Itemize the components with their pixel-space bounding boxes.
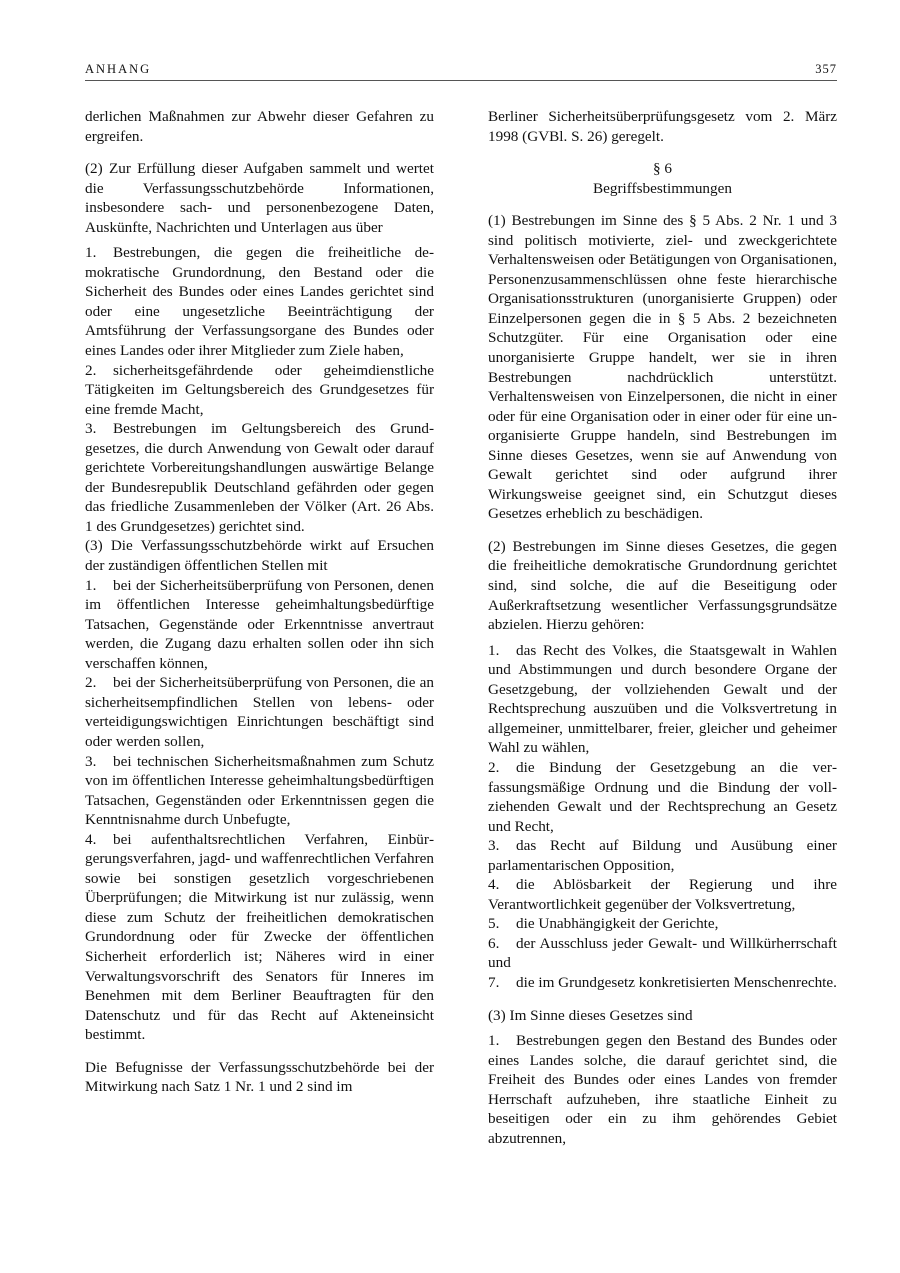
list-item-number: 2. (488, 758, 500, 776)
paragraph-3-intro: (3) Die Verfassungsschutzbehörde wirkt auf Ersuchen der zuständigen öffentlichen Stellen mit (85, 537, 434, 575)
list-item-number: 3. (488, 837, 500, 855)
list-item-text: die Ablösbarkeit der Regierung und ihre Verantwortlichkeit gegenüber der Volksvertretung, (488, 876, 837, 913)
list-item-text: bei der Sicherheitsüberprüfung von Personen, denen im öffentlichen Interesse geheimhaltungsbedürftige Tatsachen, Gegenstände oder Erkenntnisse anvertraut werden, die Zugang dazu erhalten sollen oder ihn sich verschaffen können, (85, 576, 434, 672)
list-item (488, 934, 837, 973)
paragraph-2-intro: (2) Bestrebungen im Sinne dieses Gesetzes, die gegen die freiheitliche demokratische Grundordnung gerichtet sind, sind solche, die auf die Beseitigung oder Außerkraftsetzung wesentlicher Verfassungsgrundsätze abzielen. Hierzu gehören: (488, 537, 837, 634)
paragraph-continuation: derlichen Maßnahmen zur Abwehr dieser Gefahren zu ergreifen. (85, 108, 434, 145)
list-item-number: 6. (488, 934, 500, 952)
paragraph-3-intro: (3) Im Sinne dieses Gesetzes sind (488, 1006, 693, 1024)
list-item-number: 2. (85, 361, 97, 379)
list-item-text: das Recht auf Bildung und Ausübung einer parlamentarischen Opposition, (488, 837, 837, 874)
list-item-text: bei aufenthaltsrechtlichen Verfahren, Einbürgerungsverfahren, jagd- und waffenrechtlichen Verfahren sowie bei sonstigen gesetzlich vorgeschriebenen Überprüfungen; die Mitwirkung ist nur zulässig, wenn diese zum Schutz der freiheitlichen demokratischen Grundordnung oder für Zwecke der öffentlichen Sicherheit erforderlich ist; Näheres wird in einer Verwaltungsvorschrift des Senators für Inneres im Benehmen mit dem Berliner Beauftragten für den Datenschutz und für das Recht auf Akteneinsicht bestimmt. (85, 830, 434, 1044)
list-item-text: die Bindung der Gesetzgebung an die verfassungsmäßige Ordnung und die Bindung der vollziehenden Gewalt und der Rechtsprechung an Gesetz und Recht, (488, 758, 837, 835)
list-item (488, 641, 837, 758)
list-item (85, 576, 434, 674)
list-item (85, 419, 434, 536)
section-title: Begriffsbestimmungen (593, 179, 732, 197)
list-item-number: 4. (488, 876, 500, 894)
left-column (85, 107, 434, 1097)
paragraph-final: Die Befugnisse der Verfassungsschutzbehörde bei der Mitwirkung nach Satz 1 Nr. 1 und 2 sind im (85, 1058, 434, 1096)
list-item-number: 3. (85, 752, 97, 770)
right-column (488, 107, 837, 1148)
list-item (85, 361, 434, 420)
list-item-text: sicherheitsgefährdende oder geheimdienstliche Tätigkeiten im Geltungsbereich des Grundgesetzes für eine fremde Macht, (85, 361, 434, 418)
list-item (85, 673, 434, 751)
list-item-text: die im Grundgesetz konkretisierten Menschenrechte. (516, 973, 837, 991)
list-item-text: bei der Sicherheitsüberprüfung von Personen, die an sicherheitsempfindlichen Stellen von lebens- oder verteidigungswichtigen Einrichtungen beschäftigt sind oder werden sollen, (85, 674, 434, 750)
paragraph-2-intro: (2) Zur Erfüllung dieser Aufgaben sammelt und wertet die Verfassungsschutzbehörde Informationen, insbesondere sach- und personenbezogene Daten, Auskünfte, Nachrichten und Unterlagen aus über (85, 160, 434, 236)
list-item-number: 7. (488, 973, 500, 991)
list-item (488, 1031, 837, 1148)
section-number: § 6 (653, 160, 672, 178)
list-item-number: 1. (85, 576, 97, 594)
list-item-text: Bestrebungen gegen den Bestand des Bundes oder eines Landes solche, die darauf gerichtet sind, die Freiheit des Bundes oder eines Landes von fremder Herrschaft aufzuheben, ihre staatliche Einheit zu beseitigen oder ein zu ihm gehörendes Gebiet abzutrennen, (488, 1032, 837, 1147)
list-item-number: 3. (85, 420, 97, 438)
list-item (488, 973, 837, 993)
list-item (488, 758, 837, 836)
running-header-section: ANHANG (85, 62, 152, 76)
list-item (488, 836, 837, 875)
list-item (85, 243, 434, 360)
list-item (488, 914, 837, 934)
list-item-number: 1. (488, 641, 500, 659)
list-item-text: bei technischen Sicherheitsmaßnahmen zum Schutz von im öffentlichen Interesse geheimhaltungsbedürftigen Tatsachen, Gegenständen oder Erkenntnissen gegen die Kenntnisnahme durch Unbefugte, (85, 752, 434, 829)
list-item-text: das Recht des Volkes, die Staatsgewalt in Wahlen und Abstimmungen und durch besondere Organe der Gesetzgebung, der vollziehenden Gewalt und der Rechtsprechung auszuüben und die Volksvertretung in allgemeiner, unmittelbarer, freier, gleicher und geheimer Wahl zu wählen, (488, 641, 837, 757)
paragraph-continuation: Berliner Sicherheitsüberprüfungsgesetz vom 2. März 1998 (GVBl. S. 26) geregelt. (488, 108, 837, 145)
list-item-number: 1. (85, 244, 97, 262)
header-rule (85, 80, 837, 81)
list-item-text: der Ausschluss jeder Gewalt- und Willkürherrschaft und (488, 934, 837, 972)
list-item-number: 2. (85, 674, 97, 692)
list-item-text: Bestrebungen im Geltungsbereich des Grundgesetzes, die durch Anwendung von Gewalt oder darauf gerichtete Vorbereitungshandlungen auswärtige Belange der Bundesrepublik Deutschland gefährden oder gegen das friedliche Zusammenleben der Völker (Art. 26 Abs. 1 des Grundgesetzes) gerichtet sind. (85, 420, 434, 535)
page-number: 357 (815, 62, 837, 76)
list-item (85, 752, 434, 830)
paragraph-1: (1) Bestrebungen im Sinne des § 5 Abs. 2 Nr. 1 und 3 sind politisch motivierte, ziel- und zweckgerichtete Verhaltensweisen oder Betätigungen von Organisationen, Personenzusammenschlüssen ohne feste hierarchische Organisationsstrukturen (unorganisierte Gruppen) oder Einzelpersonen gegen die in § 5 Abs. 2 bezeichneten Schutzgüter. Für eine Organisation oder eine unorganisierte Gruppe handelt, wer sie in ihren Bestrebungen nachdrücklich unterstützt. Verhaltensweisen von Einzelpersonen, die nicht in einer oder für eine Organisation oder in einer oder für eine unorganisierte Gruppe handeln, sind Bestrebungen im Sinne dieses Gesetzes, wenn sie auf Anwendung von Gewalt gerichtet sind oder aufgrund ihrer Wirkungsweise geeignet sind, ein Schutzgut dieses Gesetzes erheblich zu beschädigen. (488, 212, 837, 523)
list-item (85, 830, 434, 1045)
list-item-number: 5. (488, 915, 500, 933)
list-item-text: Bestrebungen, die gegen die freiheitliche demokratische Grundordnung, den Bestand oder die Sicherheit des Bundes oder eines Landes gerichtet sind oder eine ungesetzliche Beeinträchtigung der Amtsführung der Verfassungsorgane des Bundes oder eines Landes oder ihrer Mitglieder zum Ziele haben, (85, 244, 434, 360)
list-item (488, 875, 837, 914)
list-item-number: 4. (85, 830, 97, 848)
list-item-text: die Unabhängigkeit der Gerichte, (516, 915, 719, 933)
list-item-number: 1. (488, 1032, 500, 1050)
